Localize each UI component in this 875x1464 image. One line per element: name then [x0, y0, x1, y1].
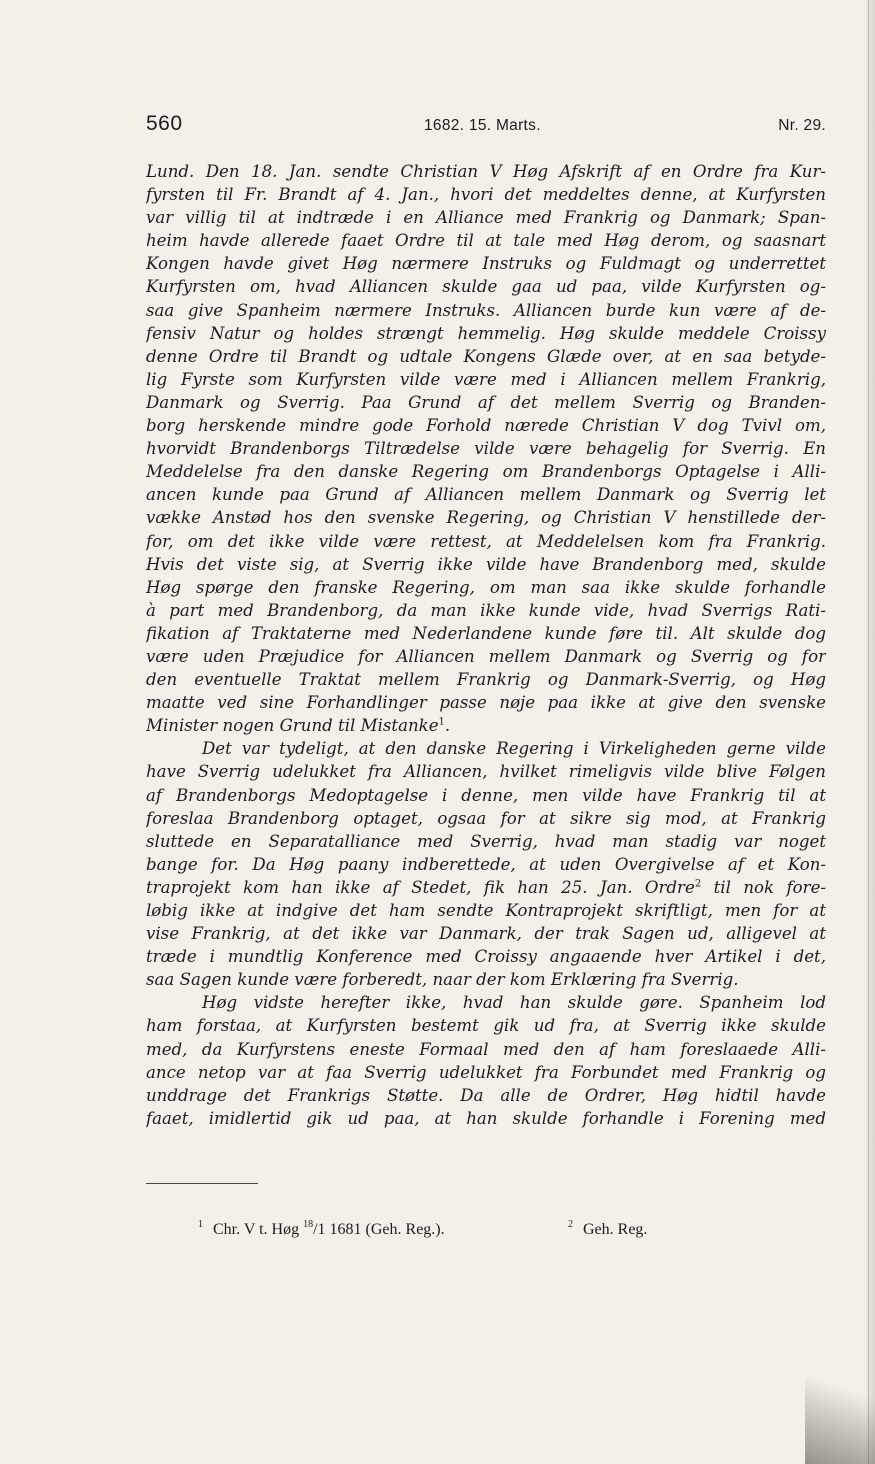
text-line: være uden Præjudice for Alliancen mellem Danmark og Sverrig og for — [146, 646, 826, 666]
footnote-reference: 2 — [694, 878, 702, 890]
text-line: Lund. Den 18. Jan. sendte Christian V Høg Afskrift af en Ordre fra Kur- — [146, 162, 826, 181]
body-text — [146, 160, 826, 1130]
text-line: fensiv Natur og holdes strængt hemmelig. Høg skulde meddele Croissy — [146, 323, 826, 343]
text-line-tail: til nok fore- — [701, 877, 826, 897]
text-line-with-footnote — [146, 876, 826, 899]
text-line: for, om det ikke vilde være rettest, at Meddelelsen kom fra Frankrig. — [146, 531, 826, 551]
page-edge-line — [868, 0, 869, 1464]
text-line: denne Ordre til Brandt og udtale Kongens Glæde over, at en saa betyde- — [146, 346, 826, 366]
text-line: saa give Spanheim nærmere Instruks. Alliancen burde kun være af de- — [146, 300, 826, 320]
footnote-1 — [198, 1219, 445, 1239]
footnote-rule — [146, 1183, 258, 1184]
text-line: fyrsten til Fr. Brandt af 4. Jan., hvori det meddeltes denne, at Kurfyrsten — [146, 185, 826, 205]
text-line: heim havde allerede faaet Ordre til at tale med Høg derom, og saasnart — [146, 231, 826, 251]
text-line: Kurfyrsten om, hvad Alliancen skulde gaa ud paa, vilde Kurfyrsten og- — [146, 277, 826, 297]
text-line-indented: Det var tydeligt, at den danske Regering i Virkeligheden gerne vilde — [202, 739, 826, 759]
footnotes — [198, 1219, 758, 1243]
text-line-content: Minister nogen Grund til Mistanke — [146, 716, 439, 736]
text-line: Meddelelse fra den danske Regering om Brandenborgs Optagelse i Alli- — [146, 462, 826, 482]
text-line: foreslaa Brandenborg optaget, ogsaa for at sikre sig mod, at Frankrig — [146, 808, 826, 828]
footnote-mark: 2 — [568, 1219, 573, 1230]
text-line: bange for. Da Høg paany indberettede, at uden Overgivelse af et Kon- — [146, 854, 826, 874]
text-line: ham forstaa, at Kurfyrsten bestemt gik ud fra, at Sverrig ikke skulde — [146, 1016, 826, 1036]
footnote-date-day: 18 — [303, 1219, 314, 1230]
text-line: have Sverrig udelukket fra Alliancen, hvilket rimeligvis vilde blive Følgen — [146, 762, 826, 782]
text-line: à part med Brandenborg, da man ikke kunde vide, hvad Sverrigs Rati- — [146, 600, 826, 620]
text-line: borg herskende mindre gode Forhold nærede Christian V dog Tvivl om, — [146, 416, 826, 436]
header-title: 1682. 15. Marts. — [424, 117, 541, 134]
footnote-text: Chr. V t. Høg — [213, 1221, 304, 1238]
text-line: unddrage det Frankrigs Støtte. Da alle de Ordrer, Høg hidtil havde — [146, 1085, 826, 1105]
text-line: løbig ikke at indgive det ham sendte Kontraprojekt skriftligt, men for at — [146, 901, 826, 920]
text-line: af Brandenborgs Medoptagelse i denne, men vilde have Frankrig til at — [146, 785, 826, 805]
text-line: var villig til at indtræde i en Alliance med Frankrig og Danmark; Span- — [146, 208, 826, 228]
text-line: maatte ved sine Forhandlinger passe nøje paa ikke at give den svenske — [146, 693, 826, 713]
footnote-mark: 1 — [198, 1219, 203, 1230]
sentence-end: . — [444, 716, 451, 736]
text-line: Kongen havde givet Høg nærmere Instruks og Fuldmagt og underrettet — [146, 254, 826, 274]
text-line: sluttede en Separatalliance med Sverrig, hvad man stadig var noget — [146, 831, 826, 851]
document-number: Nr. 29. — [778, 117, 826, 134]
text-line: Høg spørge den franske Regering, om man saa ikke skulde forhandle — [146, 577, 826, 597]
page-number: 560 — [146, 112, 183, 135]
page-edge — [865, 0, 875, 1464]
text-line: vække Anstød hos den svenske Regering, og Christian V henstillede der- — [146, 508, 826, 528]
footnote-date-rest: /1 1681 (Geh. Reg.). — [313, 1221, 445, 1238]
running-header — [146, 112, 826, 142]
text-line: Danmark og Sverrig. Paa Grund af det mellem Sverrig og Branden- — [146, 392, 826, 412]
text-line-indented: Høg vidste herefter ikke, hvad han skulde gøre. Spanheim lod — [202, 993, 826, 1013]
footnote-text: Geh. Reg. — [583, 1221, 648, 1238]
text-line-content: traprojekt kom han ikke af Stedet, fik han 25. Jan. Ordre — [146, 877, 695, 897]
text-line: ancen kunde paa Grund af Alliancen mellem Danmark og Sverrig let — [146, 485, 826, 505]
text-line: fikation af Traktaterne med Nederlandene kunde føre til. Alt skulde dog — [146, 623, 826, 643]
text-line: vise Frankrig, at det ikke var Danmark, der trak Sagen ud, alligevel at — [146, 924, 826, 944]
text-line: den eventuelle Traktat mellem Frankrig og Danmark-Sverrig, og Høg — [146, 670, 826, 690]
text-line: Hvis det viste sig, at Sverrig ikke vilde have Brandenborg med, skulde — [146, 554, 826, 574]
text-line: lig Fyrste som Kurfyrsten vilde være med i Alliancen mellem Frankrig, — [146, 369, 826, 389]
text-line: med, da Kurfyrstens eneste Formaal med den af ham foreslaaede Alli- — [146, 1039, 826, 1059]
page-curl — [805, 1324, 875, 1464]
text-line: faaet, imidlertid gik ud paa, at han skulde forhandle i Forening med — [146, 1108, 826, 1128]
footnote-2 — [568, 1219, 647, 1239]
text-line: træde i mundtlig Konference med Croissy angaaende hver Artikel i det, — [146, 947, 826, 967]
text-line: ance netop var at faa Sverrig udelukket fra Forbundet med Frankrig og — [146, 1062, 826, 1082]
footnote-reference: 1 — [438, 716, 445, 728]
text-line: hvorvidt Brandenborgs Tiltrædelse vilde være behagelig for Sverrig. En — [146, 439, 826, 459]
text-line-paragraph-end: saa Sagen kunde være forberedt, naar der kom Erklæring fra Sverrig. — [146, 970, 739, 990]
text-line-paragraph-end — [146, 714, 826, 737]
